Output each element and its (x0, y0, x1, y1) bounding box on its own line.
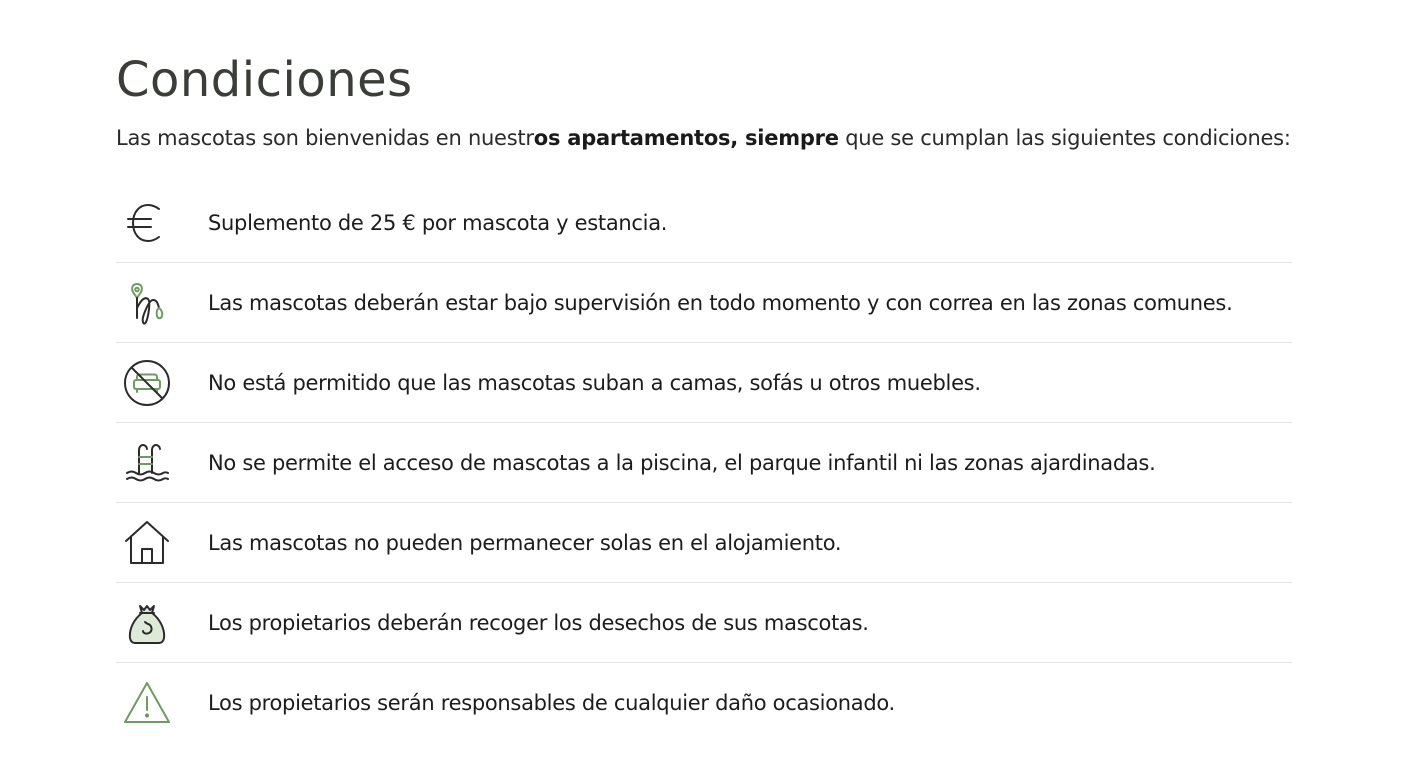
condition-row (116, 583, 1292, 663)
condition-row (116, 503, 1292, 583)
condition-row (116, 263, 1292, 343)
leash-icon (122, 278, 172, 328)
house-icon (122, 518, 172, 568)
condition-text: No está permitido que las mascotas suban a camas, sofás u otros muebles. (208, 370, 981, 395)
intro-part-2: que se cumplan las siguientes condiciones: (838, 126, 1291, 150)
page-title: Condiciones (116, 52, 413, 108)
condition-row (116, 343, 1292, 423)
intro-part-1: Las mascotas son bienvenidas en nuestr (116, 126, 534, 150)
condition-text: Suplemento de 25 € por mascota y estancia. (208, 210, 668, 235)
condition-text: Los propietarios deberán recoger los desechos de sus mascotas. (208, 610, 869, 635)
condition-text: Las mascotas no pueden permanecer solas en el alojamiento. (208, 530, 842, 555)
condition-row (116, 183, 1292, 263)
waste-bag-icon (122, 598, 172, 648)
condition-text: No se permite el acceso de mascotas a la piscina, el parque infantil ni las zonas ajardinadas. (208, 450, 1156, 475)
condition-row (116, 423, 1292, 503)
condition-text: Los propietarios serán responsables de cualquier daño ocasionado. (208, 690, 895, 715)
warning-icon (122, 678, 172, 728)
condition-row (116, 663, 1292, 742)
no-furniture-icon (122, 358, 172, 408)
intro-text (116, 124, 1306, 152)
conditions-list (116, 183, 1292, 742)
euro-icon (122, 198, 172, 248)
condition-text: Las mascotas deberán estar bajo supervisión en todo momento y con correa en las zonas comunes. (208, 290, 1233, 315)
pool-icon (122, 438, 172, 488)
intro-bold: os apartamentos, siempre (533, 126, 839, 150)
